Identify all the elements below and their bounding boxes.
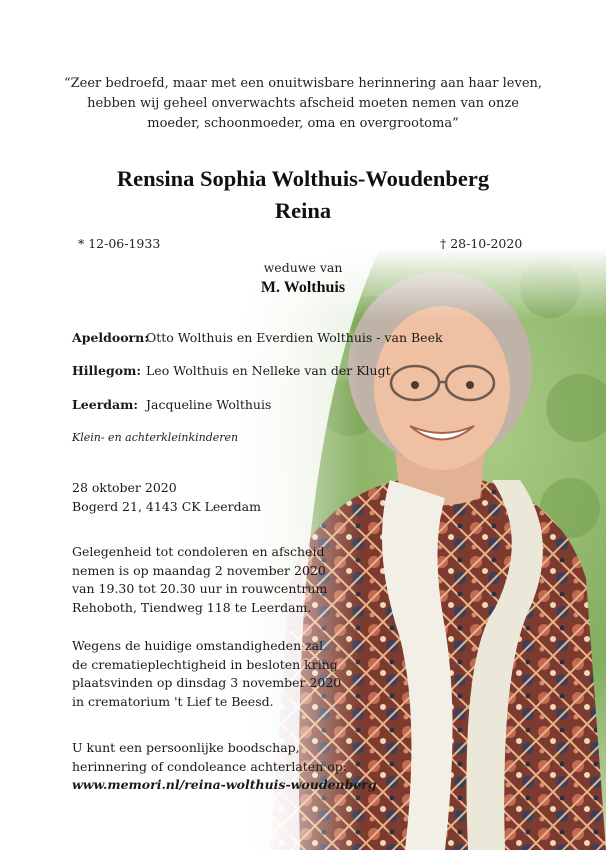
address-date: 28 oktober 2020 bbox=[72, 480, 177, 495]
condolence-line: Rehoboth, Tiendweg 118 te Leerdam. bbox=[72, 599, 312, 615]
nickname: Reina bbox=[274, 198, 332, 223]
family-names: Jacqueline Wolthuis bbox=[146, 397, 272, 412]
family-names: Otto Wolthuis en Everdien Wolthuis - van Beek bbox=[146, 330, 443, 345]
cremation-line: de crematieplechtigheid in besloten kring bbox=[72, 656, 338, 672]
birth-date: * 12-06-1933 bbox=[78, 236, 161, 251]
deceased-name-block bbox=[20, 163, 586, 227]
family-place: Leerdam: bbox=[72, 397, 138, 412]
quote-line: “Zeer bedroefd, maar met een onuitwisbare herinnering aan haar leven, bbox=[63, 76, 543, 91]
address-block bbox=[72, 479, 261, 516]
message-line: herinnering of condoleance achterlaten op: bbox=[72, 758, 347, 774]
condolence-line: nemen is op maandag 2 november 2020 bbox=[72, 562, 326, 578]
message-block bbox=[72, 739, 377, 795]
family-place: Hillegom: bbox=[72, 363, 141, 378]
family-names: Leo Wolthuis en Nelleke van der Klugt bbox=[146, 363, 391, 378]
family-place: Apeldoorn: bbox=[72, 330, 149, 345]
family-row bbox=[72, 397, 271, 412]
cremation-block bbox=[72, 637, 341, 711]
family-row bbox=[72, 330, 443, 345]
cremation-line: in crematorium 't Lief te Beesd. bbox=[72, 693, 274, 709]
quote-line: hebben wij geheel onverwachts afscheid moeten nemen van onze bbox=[87, 96, 519, 111]
grandchildren-line: Klein- en achterkleinkinderen bbox=[72, 431, 239, 444]
memorial-url-link[interactable]: www.memori.nl/reina-wolthuis-woudenberg bbox=[72, 777, 377, 792]
full-name: Rensina Sophia Wolthuis-Woudenberg bbox=[116, 166, 490, 191]
spouse-name: M. Wolthuis bbox=[260, 279, 346, 296]
spouse-relation: weduwe van bbox=[263, 260, 343, 275]
condolence-block bbox=[72, 543, 327, 617]
cremation-line: Wegens de huidige omstandigheden zal bbox=[72, 638, 324, 653]
memorial-quote bbox=[60, 74, 546, 134]
address-street: Bogerd 21, 4143 CK Leerdam bbox=[72, 498, 261, 514]
quote-line: moeder, schoonmoeder, oma en overgrootoma” bbox=[147, 116, 459, 131]
message-line: U kunt een persoonlijke boodschap, bbox=[72, 740, 300, 755]
family-row bbox=[72, 363, 391, 378]
death-date: † 28-10-2020 bbox=[440, 236, 523, 251]
cremation-line: plaatsvinden op dinsdag 3 november 2020 bbox=[72, 675, 342, 690]
condolence-line: Gelegenheid tot condoleren en afscheid bbox=[72, 544, 325, 559]
condolence-line: van 19.30 tot 20.30 uur in rouwcentrum bbox=[72, 581, 328, 596]
